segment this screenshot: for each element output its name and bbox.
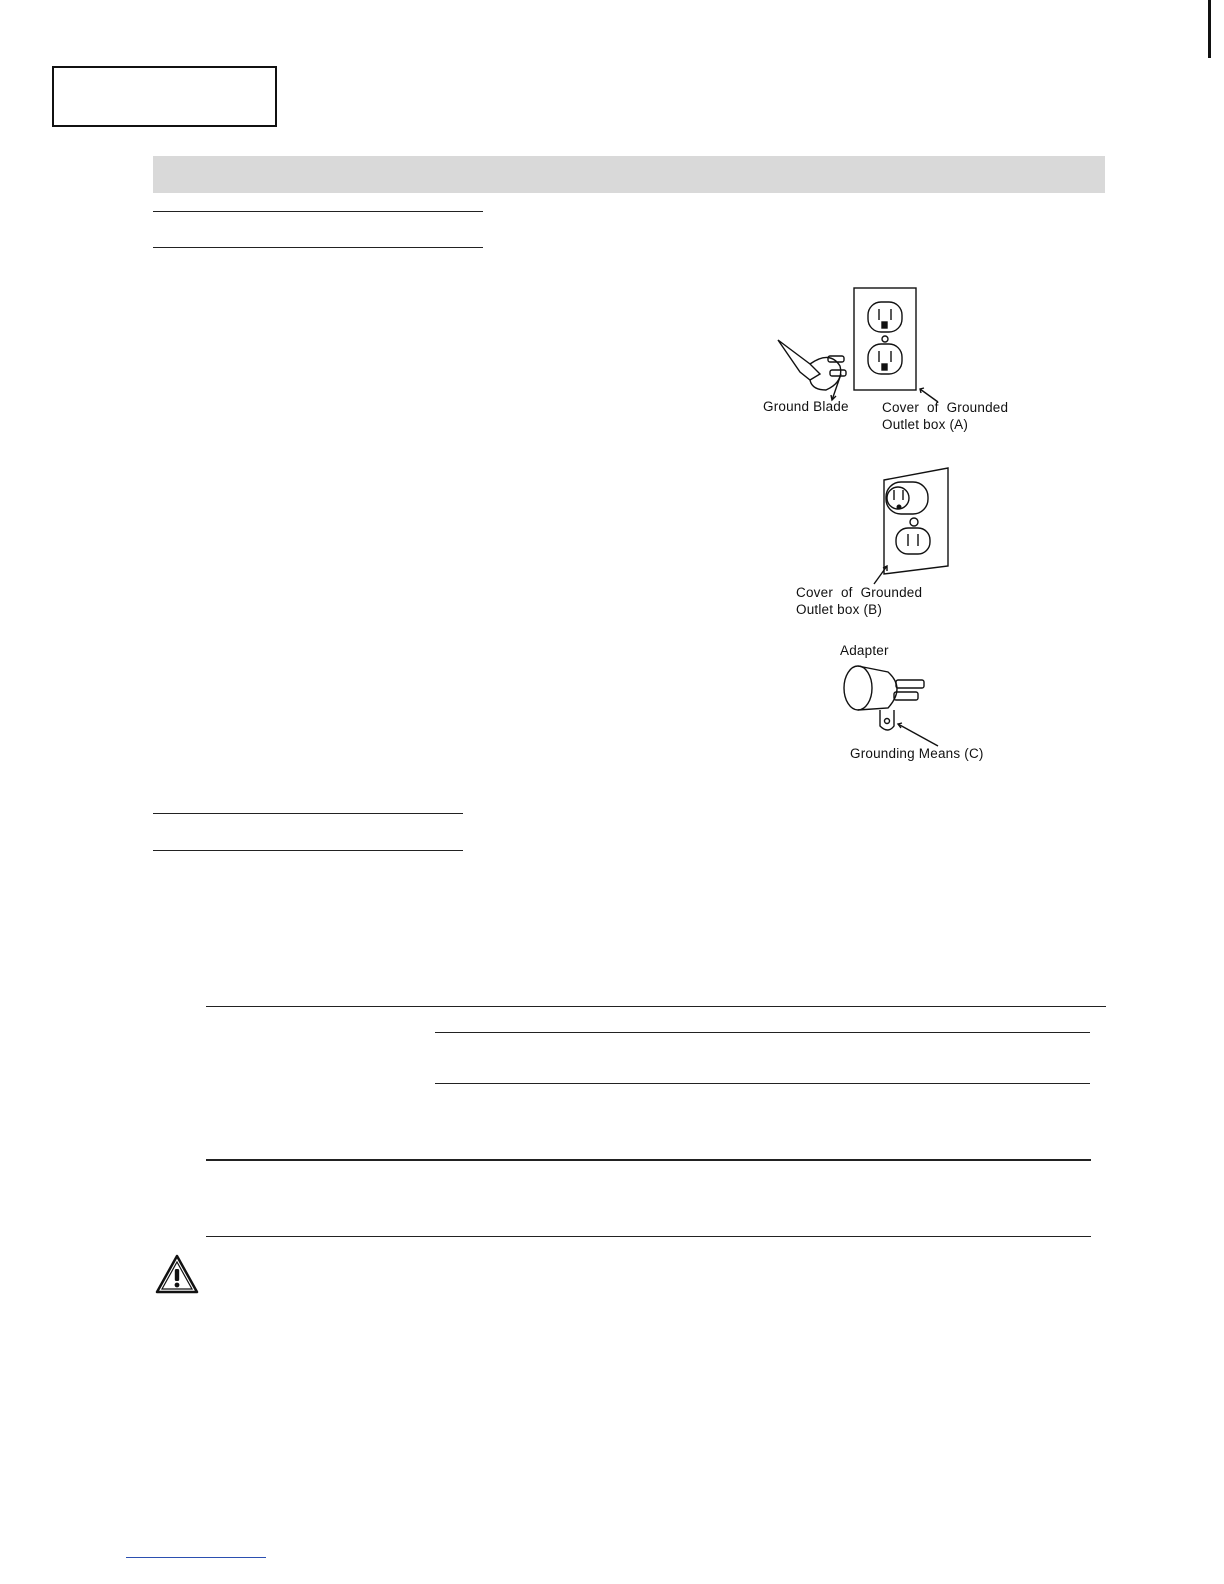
grounding-means-label: Grounding Means (C) xyxy=(850,746,984,761)
plug-cord xyxy=(778,340,820,380)
outlet-a-plate xyxy=(854,288,916,390)
adapter-label: Adapter xyxy=(840,643,889,658)
footer-link-underline[interactable] xyxy=(126,1557,266,1558)
table-rule-inner-2 xyxy=(435,1083,1090,1084)
outlet-a-label-line2: Outlet box (A) xyxy=(882,417,969,432)
heading-rule-bottom xyxy=(153,247,483,248)
table-rule-middle xyxy=(206,1159,1091,1161)
outlet-b-lower-receptacle xyxy=(896,528,930,554)
outlet-b-upper-receptacle xyxy=(886,482,928,514)
table-rule-inner-1 xyxy=(435,1032,1090,1033)
warning-triangle-icon xyxy=(155,1254,199,1294)
page-header-box xyxy=(52,66,277,127)
outlet-b-label-line2: Outlet box (B) xyxy=(796,602,883,617)
grounding-figure-drawing xyxy=(748,278,1030,772)
adapter-ground-tab xyxy=(880,710,894,730)
adapter-face xyxy=(844,666,872,710)
ground-blade-label: Ground Blade xyxy=(763,399,849,414)
section-banner xyxy=(153,156,1105,193)
table-rule-top xyxy=(206,1006,1106,1007)
outlet-a-label-line1: Cover of Grounded xyxy=(882,400,1009,415)
table-rule-bottom xyxy=(206,1236,1091,1237)
grounding-figure xyxy=(748,278,1030,772)
adapter-body xyxy=(858,666,897,710)
heading-rule-2-top xyxy=(153,813,463,814)
heading-rule-top xyxy=(153,211,483,212)
page-edge-mark xyxy=(1208,0,1211,58)
heading-rule-2-bottom xyxy=(153,850,463,851)
outlet-b-label-line1: Cover of Grounded xyxy=(796,585,923,600)
